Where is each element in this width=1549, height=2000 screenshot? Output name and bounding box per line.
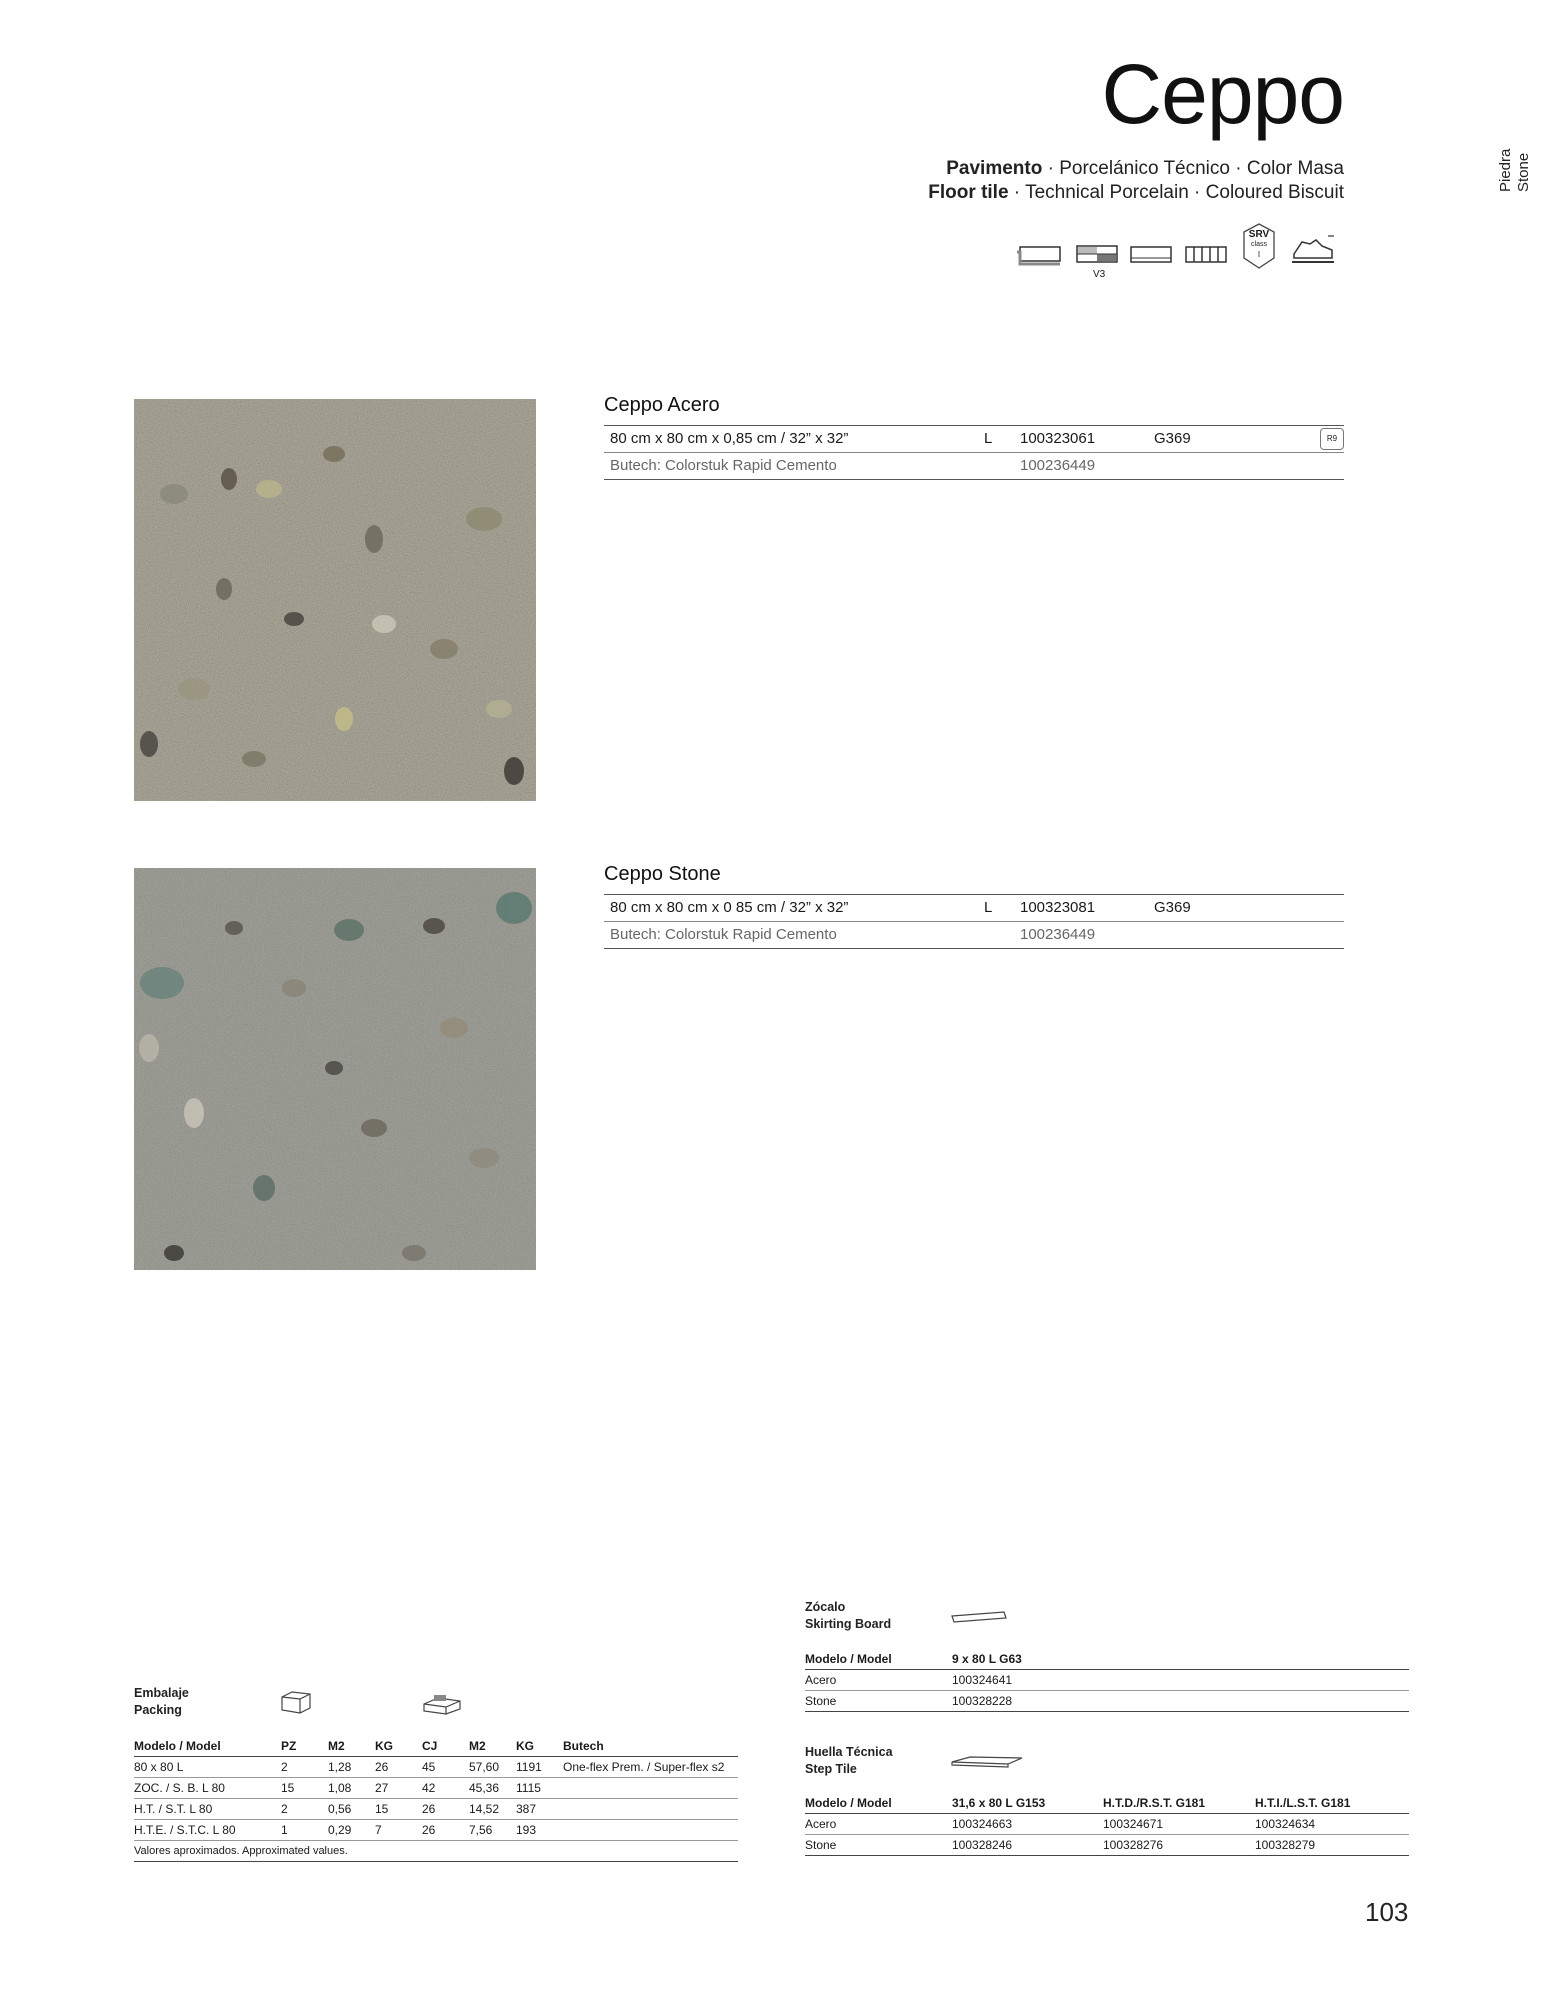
product-spec-row [604, 425, 1344, 453]
step-heading [805, 1744, 893, 1778]
col-header: M2 [469, 1739, 486, 1753]
table-cell: 15 [281, 1781, 295, 1795]
product-code: 100323061 [1020, 430, 1096, 447]
table-row [805, 1691, 1409, 1712]
table-row [134, 1757, 738, 1778]
table-cell: 100324671 [1103, 1817, 1164, 1831]
subtitle-spanish-bold: Pavimento [946, 158, 1043, 179]
table-cell: 1 [281, 1823, 288, 1837]
table-cell: 42 [422, 1781, 436, 1795]
page-number: 103 [1365, 1897, 1409, 1927]
table-cell: 26 [422, 1823, 436, 1837]
product-group: G369 [1154, 430, 1191, 447]
table-cell: 0,56 [328, 1802, 352, 1816]
skirting-heading [805, 1599, 891, 1633]
side-label-stone: Stone [1515, 152, 1532, 192]
page-title: Ceppo [1101, 47, 1344, 141]
product-spec-row [604, 894, 1344, 922]
col-header: H.T.D./R.S.T. G181 [1103, 1796, 1206, 1810]
col-header: PZ [281, 1739, 297, 1753]
table-cell: 100328228 [952, 1694, 1013, 1708]
col-header: CJ [422, 1739, 438, 1753]
grout-row [604, 922, 1344, 949]
table-cell: Stone [805, 1838, 837, 1852]
shade-variation-v3-icon [1075, 238, 1119, 280]
box-icon [280, 1690, 312, 1719]
packing-label-en: Packing [134, 1703, 182, 1717]
table-row [134, 1820, 738, 1841]
skirting-table [805, 1649, 1409, 1712]
table-cell: 7 [375, 1823, 382, 1837]
product-name-stone: Ceppo Stone [604, 863, 721, 885]
table-cell: H.T.E. / S.T.C. L 80 [134, 1823, 236, 1837]
table-cell: 1115 [516, 1781, 541, 1795]
col-header: KG [516, 1739, 534, 1753]
grout-row [604, 453, 1344, 480]
table-cell: 57,60 [469, 1760, 500, 1774]
table-cell: 387 [516, 1802, 537, 1816]
table-cell: 100324634 [1255, 1817, 1316, 1831]
side-label-piedra: Piedra [1497, 148, 1514, 192]
table-cell: Acero [805, 1673, 837, 1687]
col-header: 31,6 x 80 L G153 [952, 1796, 1046, 1810]
table-cell: ZOC. / S. B. L 80 [134, 1781, 225, 1795]
terrazzo-texture-acero [134, 399, 536, 801]
table-cell: 14,52 [469, 1802, 500, 1816]
step-tile-icon [950, 1754, 1024, 1777]
col-header: Butech [563, 1739, 604, 1753]
table-row [805, 1670, 1409, 1691]
pallet-icon [420, 1692, 464, 1721]
packing-table [134, 1736, 738, 1862]
terrazzo-texture-stone [134, 868, 536, 1270]
product-table-acero [604, 425, 1344, 480]
subtitle-spanish [946, 158, 1344, 180]
table-cell: Stone [805, 1694, 837, 1708]
v3-label: V3 [1093, 269, 1106, 280]
product-swatch-acero [134, 399, 536, 801]
packing-note: Valores aproximados. Approximated values. [134, 1845, 348, 1857]
srv-class-label: class [1251, 241, 1267, 248]
product-edge: L [984, 430, 993, 447]
col-header: 9 x 80 L G63 [952, 1652, 1022, 1666]
table-cell: 15 [375, 1802, 389, 1816]
step-header-row [805, 1793, 1409, 1814]
table-cell: 45 [422, 1760, 436, 1774]
skirting-label-en: Skirting Board [805, 1617, 892, 1631]
grout-name: Butech: Colorstuk Rapid Cemento [610, 457, 837, 474]
table-cell: One-flex Prem. / Super-flex s2 [563, 1760, 725, 1774]
col-header: M2 [328, 1739, 345, 1753]
col-header: Modelo / Model [805, 1796, 892, 1810]
table-cell: 100328246 [952, 1838, 1013, 1852]
product-group: G369 [1154, 899, 1191, 916]
skirting-board-icon [950, 1610, 1010, 1631]
thickness-icon [1184, 238, 1228, 272]
table-cell: 100324641 [952, 1673, 1013, 1687]
skirting-label-es: Zócalo [805, 1600, 846, 1614]
table-cell: 27 [375, 1781, 389, 1795]
packing-header-row [134, 1736, 738, 1757]
packing-note-row [134, 1841, 738, 1862]
slip-rating-badge: R9 [1320, 428, 1344, 450]
product-size: 80 cm x 80 cm x 0,85 cm / 32” x 32” [610, 430, 849, 447]
table-row [805, 1814, 1409, 1835]
product-table-stone [604, 894, 1344, 949]
table-cell: H.T. / S.T. L 80 [134, 1802, 213, 1816]
table-cell: 100328279 [1255, 1838, 1316, 1852]
table-cell: Acero [805, 1817, 837, 1831]
grout-code: 100236449 [1020, 457, 1096, 474]
table-cell: 2 [281, 1760, 288, 1774]
table-cell: 100328276 [1103, 1838, 1164, 1852]
product-edge: L [984, 899, 993, 916]
subtitle-spanish-rest: · Porcelánico Técnico · Color Masa [1042, 158, 1344, 179]
product-swatch-stone [134, 868, 536, 1270]
srv-class-number: I [1257, 250, 1261, 259]
table-cell: 0,29 [328, 1823, 352, 1837]
table-cell: 2 [281, 1802, 288, 1816]
col-header: H.T.I./L.S.T. G181 [1255, 1796, 1351, 1810]
table-cell: 45,36 [469, 1781, 500, 1795]
subtitle-english [928, 182, 1344, 204]
product-code: 100323081 [1020, 899, 1096, 916]
rectified-edge-icon [1016, 238, 1064, 272]
table-cell: 26 [375, 1760, 389, 1774]
col-header: KG [375, 1739, 393, 1753]
flat-tile-icon [1129, 238, 1173, 272]
table-cell: 1,28 [328, 1760, 352, 1774]
col-header: Modelo / Model [805, 1652, 892, 1666]
table-row [134, 1799, 738, 1820]
slip-resistance-shoe-icon [1288, 232, 1336, 266]
table-cell: 80 x 80 L [134, 1760, 184, 1774]
table-cell: 193 [516, 1823, 537, 1837]
table-cell: 100324663 [952, 1817, 1013, 1831]
grout-code: 100236449 [1020, 926, 1096, 943]
product-size: 80 cm x 80 cm x 0 85 cm / 32” x 32” [610, 899, 849, 916]
srv-label: SRV [1248, 229, 1270, 240]
table-cell: 26 [422, 1802, 436, 1816]
srv-text [1236, 230, 1282, 260]
packing-heading [134, 1685, 189, 1719]
table-cell: 7,56 [469, 1823, 493, 1837]
table-cell: 1,08 [328, 1781, 352, 1795]
srv-class-icon [1236, 222, 1282, 272]
skirting-header-row [805, 1649, 1409, 1670]
subtitle-english-rest: · Technical Porcelain · Coloured Biscuit [1008, 182, 1344, 203]
table-row [805, 1835, 1409, 1856]
step-label-es: Huella Técnica [805, 1745, 893, 1759]
grout-name: Butech: Colorstuk Rapid Cemento [610, 926, 837, 943]
step-label-en: Step Tile [805, 1762, 857, 1776]
product-name-acero: Ceppo Acero [604, 394, 720, 416]
table-cell: 1191 [516, 1760, 542, 1774]
subtitle-english-bold: Floor tile [928, 182, 1009, 203]
step-table [805, 1793, 1409, 1856]
table-row [134, 1778, 738, 1799]
col-header: Modelo / Model [134, 1739, 221, 1753]
packing-label-es: Embalaje [134, 1686, 189, 1700]
side-category-label [1497, 132, 1533, 192]
